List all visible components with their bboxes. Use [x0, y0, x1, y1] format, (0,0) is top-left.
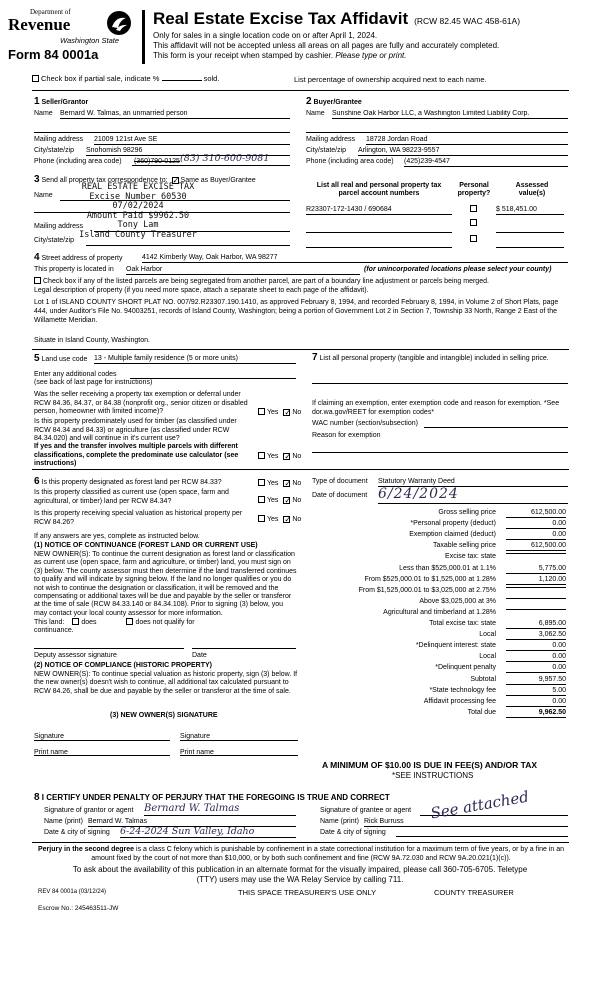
grantor-sig-row — [44, 803, 296, 815]
s1-city-label: City/state/zip — [34, 147, 75, 154]
s6-q2-yes-checkbox[interactable] — [258, 496, 265, 503]
this-land-label: This land: — [34, 619, 65, 626]
assessed-h1: Assessed — [515, 182, 549, 189]
s4-situate: Situate in Island County, Washington. — [34, 337, 150, 344]
stamp-line: Island County Treasurer — [79, 229, 197, 240]
personal-h2: property? — [457, 190, 491, 198]
title-text: Real Estate Excise Tax Affidavit — [153, 9, 409, 28]
stamp-line: Tony Lam — [117, 220, 159, 230]
tax-row-label: *Personal property (deduct) — [410, 520, 496, 527]
s2-name-row — [306, 110, 568, 118]
s1-addr-field[interactable]: 21009 121st Ave SE — [94, 136, 290, 145]
s6-n2-text: NEW OWNER(S): To continue special valuation as historic property, sign (3) below. If the new owner(s) doesn't wish to continue, all additional tax calculated pursuant to RCW 84.26, shall be due and payable by the seller or transferor at the time of sale. — [34, 671, 298, 695]
assessed-value-field[interactable] — [496, 240, 564, 248]
yes-label: Yes — [267, 453, 279, 460]
rev-number: REV 84 0001a (03/12/24) — [38, 889, 107, 895]
s6-q1-yes-checkbox[interactable] — [258, 479, 265, 486]
personal-property-line[interactable] — [312, 383, 568, 384]
print-label: Print name — [180, 749, 214, 756]
agency-line1: Department of — [30, 8, 71, 16]
dor-logo — [8, 8, 136, 60]
s5-q2-bold: If yes and the transfer involves multiple parcels with different classifications, complete the predominate use calculator (see instructions) — [34, 443, 239, 467]
tax-row-value[interactable]: 0.00 — [506, 664, 566, 673]
s1-phone-row — [34, 153, 290, 166]
tax-row-value[interactable]: 6,895.00 — [506, 620, 566, 629]
s6-n2-title: (2) NOTICE OF COMPLIANCE (HISTORIC PROPERTY) — [34, 662, 212, 669]
s5-q2-no-checkbox[interactable] — [283, 453, 290, 460]
s6-q1 — [34, 476, 254, 488]
s4-location-field[interactable]: Oak Harbor — [126, 266, 360, 275]
see-instructions: *SEE INSTRUCTIONS — [392, 771, 474, 780]
stamp-line: Excise Number 60530 — [89, 191, 187, 202]
partial-sale-row — [32, 74, 219, 83]
grantor-date-row — [44, 826, 296, 837]
doc-type-field[interactable]: Statutory Warranty Deed — [378, 478, 568, 487]
s2-phone-field[interactable]: (425)239-4547 — [404, 158, 568, 167]
tax-row-value[interactable]: 9,962.50 — [506, 709, 566, 718]
s6-q2: Is this property classified as current use (open space, farm and agricultural, or timber) land per RCW 84.34? — [34, 489, 229, 505]
s7-wac-row — [312, 420, 568, 428]
header-note3 — [153, 51, 406, 61]
s3-name-label: Name — [34, 192, 53, 199]
personal-checkbox[interactable] — [470, 219, 477, 226]
tax-row-value[interactable]: 9,957.50 — [506, 676, 566, 685]
s1-blank-line — [34, 132, 290, 133]
escrow-number: Escrow No.: 245463511-JW — [38, 905, 119, 912]
s7-num: 7 — [312, 352, 318, 363]
s8-num: 8 — [34, 792, 40, 803]
s2-num: 2 — [306, 96, 312, 107]
tax-row-label: *State technology fee — [429, 687, 496, 694]
s2-city-label: City/state/zip — [306, 147, 347, 154]
s6-n1-text: NEW OWNER(S): To continue the current designation as forest land or classification as current use (open space, farm and agriculture, or timber) land, you must sign on (3) below. The county assessor must then determine if the land transferred continues to qualify and will indicate by signing below. If the land no longer qualifies or you do not wish to continue the designation or classification, it will be removed and the compensating or additional taxes will be due and payable by the seller or transferor at the time of sale (RCW 84.33.140 or 84.34.108). Prior to signing (3) below, you may contact your local county assessor for more information. — [34, 551, 297, 617]
assessed-h2: value(s) — [518, 190, 546, 198]
s6-n3-title: (3) NEW OWNER(S) SIGNATURE — [110, 712, 218, 719]
s4-loc-note: (for unincorporated locations please select your county) — [364, 266, 552, 273]
s6-q2-answers — [258, 496, 301, 505]
s5-addl-label: Enter any additional codes — [34, 371, 117, 378]
header-note1: Only for sales in a single location code on or after April 1, 2024. — [153, 31, 378, 40]
parcel-list-header — [306, 182, 452, 199]
partial-sold: sold. — [203, 74, 220, 83]
tax-row-value[interactable] — [506, 609, 566, 610]
s7-exempt-label: If claiming an exemption, enter exemption code and reason for exemption. *See dor.wa.gov/REET for exemption codes* — [312, 400, 560, 416]
s6-continuance: continuance. — [34, 627, 74, 634]
sig-label: Signature — [34, 733, 64, 740]
tax-row-value[interactable]: 0.00 — [506, 653, 566, 662]
partial-label: Check box if partial sale, indicate % — [41, 74, 160, 83]
header-note3b: Please type or print. — [335, 51, 407, 60]
s2-title: Buyer/Grantee — [313, 99, 362, 106]
treasurer-stamp — [78, 183, 198, 240]
s1-name-label: Name — [34, 110, 53, 117]
grantee-date-label: Date & city of signing — [320, 829, 386, 836]
partial-sale-checkbox[interactable] — [32, 75, 39, 82]
s6-q1-no-checkbox[interactable] — [283, 480, 290, 487]
does-not-checkbox[interactable] — [126, 618, 133, 625]
s1-num: 1 — [34, 96, 40, 107]
tax-row-label: Subtotal — [470, 676, 496, 683]
s1-city-field[interactable]: Snohomish 98296 — [86, 147, 290, 156]
s5-land-row — [34, 353, 296, 365]
s1-phone-struck: (360)790-0125 — [134, 158, 180, 165]
s5-q2: Is this property predominately used for timber (as classified under RCW 84.34 and 84.33) or agriculture (as classified under RCW 84.34.020) and will continue in it's current use? — [34, 418, 237, 442]
s1-addr-row — [34, 136, 290, 144]
grantor-name-field[interactable]: Bernard W. Talmas — [88, 818, 296, 827]
tax-row-label: Exemption claimed (deduct) — [409, 531, 496, 538]
exemption-reason-line[interactable] — [312, 452, 568, 453]
grantee-name-row — [320, 818, 568, 826]
tax-row-value[interactable]: 3,062.50 — [506, 631, 566, 640]
no-label: No — [292, 497, 302, 504]
doc-type-label: Type of document — [312, 478, 368, 485]
tax-row-label: Local — [479, 631, 496, 638]
section1-title — [34, 96, 88, 108]
tax-row-value[interactable]: 0.00 — [506, 642, 566, 651]
stamp-line: REAL ESTATE EXCISE TAX — [81, 182, 195, 192]
grantee-name-label: Name (print) — [320, 818, 359, 825]
s4-num: 4 — [34, 252, 40, 263]
assessed-value-field[interactable] — [496, 225, 564, 233]
land-use-field[interactable]: 13 - Multiple family residence (5 or more units) — [94, 355, 296, 364]
s5-q1-yes-checkbox[interactable] — [258, 408, 265, 415]
deputy-date-label: Date — [192, 652, 207, 659]
does-checkbox[interactable] — [72, 618, 79, 625]
tax-row-value[interactable] — [506, 587, 566, 588]
s4-check-row — [34, 277, 568, 286]
s3-label: Send all property tax correspondence to: — [41, 177, 168, 184]
rule — [32, 842, 569, 843]
s4-addr-label: Street address of property — [41, 255, 123, 262]
no-label: No — [292, 516, 302, 523]
s5-land-label: Land use code — [41, 356, 88, 363]
s5-q2-yes-checkbox[interactable] — [258, 452, 265, 459]
rule — [32, 469, 569, 470]
s3-name-row — [34, 192, 53, 200]
tax-row-label: Local — [479, 653, 496, 660]
grantee-see-attached: See attached — [429, 787, 531, 823]
sig-label: Signature — [180, 733, 210, 740]
tax-row-value[interactable]: 1,120.00 — [506, 576, 566, 585]
parcel-number-field[interactable] — [306, 225, 452, 233]
s6-q1-answers — [258, 479, 301, 488]
s6-num: 6 — [34, 476, 40, 487]
grantor-date-field[interactable]: 6-24-2024 Sun Valley, Idaho — [120, 826, 296, 838]
s6-q3-yes-checkbox[interactable] — [258, 515, 265, 522]
does-label: does — [81, 619, 97, 626]
yes-label: Yes — [267, 497, 279, 504]
yes-label: Yes — [267, 516, 279, 523]
s1-addr-label: Mailing address — [34, 136, 84, 143]
s6-n1-title: (1) NOTICE OF CONTINUANCE (FOREST LAND OR CURRENT USE) — [34, 542, 258, 549]
tax-row-value[interactable]: 612,500.00 — [506, 509, 566, 518]
s4-legal-text: Lot 1 of ISLAND COUNTY SHORT PLAT NO. 007/92.R23307.190.1410, as approved February 8, 1994, and recorded February 8, 1994, in Volume 2 of Short Plats, page 444, under Auditor's File No. 94003251, records of Island County, Washington; being a portion of Government Lot 2 in Section 7, Township 33 North, Range 2 East of the Willamette Meridian. — [34, 299, 559, 324]
tax-row-label: *Delinquent interest: state — [415, 642, 496, 649]
personal-h1: Personal — [459, 182, 489, 189]
s5-q1-answers — [258, 408, 301, 417]
tax-row-value[interactable]: 0.00 — [506, 531, 566, 540]
no-label: No — [292, 453, 302, 460]
header-note2: This affidavit will not be accepted unless all areas on all pages are fully and accurately completed. — [153, 41, 500, 50]
tax-row-label: Less than $525,000.01 at 1.1% — [399, 565, 496, 572]
minimum-due: A MINIMUM OF $10.00 IS DUE IN FEE(S) AND/OR TAX — [322, 760, 538, 770]
revenue-swirl-icon — [106, 10, 132, 36]
s7-wac-label: WAC number (section/subsection) — [312, 420, 418, 427]
grantee-date-field[interactable] — [396, 829, 568, 837]
s5-q2-answers — [258, 452, 301, 461]
parcel-h2: parcel account numbers — [338, 190, 420, 198]
s3-city-line[interactable] — [86, 245, 290, 246]
s4-check-label: Check box if any of the listed parcels are being segregated from another parcel, are part of a boundary line adjustment or parcels being merged. — [43, 278, 489, 285]
no-label: No — [292, 409, 302, 416]
tax-row-value[interactable] — [506, 553, 566, 554]
tax-row-value[interactable]: 5.00 — [506, 687, 566, 696]
tax-row-label: Excise tax: state — [445, 553, 496, 560]
s2-blank-line — [306, 132, 568, 133]
perjury-body: is a class C felony which is punishable by confinement in a state correctional institution for a maximum term of five years, or by a fine in an amount fixed by the court of not more than $10,000, or by both such confinement and fine (RCW 9A.72.030 and RCW 9A.20.021(1)(c)). — [91, 846, 565, 862]
s8-certify-text: I CERTIFY UNDER PENALTY OF PERJURY THAT THE FOREGOING IS TRUE AND CORRECT — [41, 793, 390, 802]
s6-any-yes: If any answers are yes, complete as instructed below. — [34, 533, 200, 540]
ownership-note: List percentage of ownership acquired next to each name. — [294, 75, 487, 84]
county-treasurer: COUNTY TREASURER — [434, 888, 514, 897]
rule — [32, 90, 569, 91]
form-number: Form 84 0001a — [8, 47, 99, 62]
perjury-text — [34, 845, 568, 863]
header-note3a: This form is your receipt when stamped by cashier. — [153, 51, 334, 60]
print-label: Print name — [34, 749, 68, 756]
tax-row-label: Above $3,025,000 at 3% — [419, 598, 496, 605]
tax-row-value[interactable]: 0.00 — [506, 698, 566, 707]
deputy-label: Deputy assessor signature — [34, 652, 117, 659]
s5-num: 5 — [34, 353, 40, 364]
s2-city-row — [306, 147, 568, 155]
parcel-number-field[interactable]: R23307-172-1430 / 690684 — [306, 206, 452, 215]
s5-addl-note: (see back of last page for instructions) — [34, 379, 153, 386]
personal-checkbox[interactable] — [470, 205, 477, 212]
grantor-name-label: Name (print) — [44, 818, 83, 825]
doc-date-label: Date of document — [312, 492, 368, 499]
s4-loc-label: This property is located in — [34, 266, 114, 273]
grantee-date-row — [320, 829, 568, 837]
tax-row-label: From $1,525,000.01 to $3,025,000 at 2.75% — [358, 587, 496, 594]
s3-addr-label: Mailing address — [34, 223, 84, 230]
tax-row-label: From $525,000.01 to $1,525,000 at 1.28% — [364, 576, 496, 583]
s4-legal-label: Legal description of property (if you need more space, attach a separate sheet to each page of the affidavit). — [34, 287, 369, 294]
stamp-line: Amount Paid $9962.50 — [86, 210, 190, 221]
s6-q1-text: Is this property designated as forest land per RCW 84.33? — [41, 479, 222, 486]
s2-name-field[interactable]: Sunshine Oak Harbor LLC, a Washington Limited Liability Corp. — [332, 110, 568, 119]
s3-same: Same as Buyer/Grantee — [180, 177, 256, 184]
grantee-sig-label: Signature of grantee or agent — [320, 807, 412, 814]
assessed-header — [500, 182, 564, 199]
rcw-text: (RCW 82.45 WAC 458-61A) — [414, 16, 521, 26]
s2-phone-row — [306, 158, 568, 166]
rule — [32, 349, 569, 350]
s7-text: List all personal property (tangible and intangible) included in selling price. — [319, 355, 549, 362]
perjury-bold: Perjury in the second degree — [37, 846, 135, 853]
s4-addr-row — [34, 252, 568, 264]
grantor-sig-label: Signature of grantor or agent — [44, 807, 134, 814]
doc-date-row — [312, 486, 568, 502]
s3-city-label: City/state/zip — [34, 237, 75, 244]
s7-reason-label: Reason for exemption — [312, 432, 381, 439]
wac-number-field[interactable] — [424, 420, 568, 428]
tax-row-label: Gross selling price — [438, 509, 496, 516]
tax-row-label: Total due — [467, 709, 496, 716]
s4-loc-row — [34, 266, 568, 274]
additional-codes-field[interactable] — [130, 371, 296, 379]
alt-format-text: To ask about the availability of this publication in an alternate format for the visually impaired, please call 360-705-6705. Teletype (TTY) users may use the WA Relay Service by calling 711. — [72, 865, 528, 884]
does-not-label: does not qualify for — [135, 619, 195, 626]
s1-phone-handwritten: (83) 310-600-9081 — [180, 153, 270, 164]
personal-header — [454, 182, 494, 199]
s1-phone-field[interactable] — [132, 155, 290, 166]
s1-name-field[interactable]: Bernard W. Talmas, an unmarried person — [60, 110, 290, 119]
s2-addr-label: Mailing address — [306, 136, 356, 143]
tax-row-value[interactable]: 5,775.00 — [506, 565, 566, 574]
s1-title: Seller/Grantor — [41, 99, 89, 106]
s4-addr-field[interactable]: 4142 Kimberly Way, Oak Harbor, WA 98277 — [142, 254, 568, 263]
s2-city-field[interactable]: Arlington, WA 98223-9557 — [358, 147, 568, 156]
segregated-checkbox[interactable] — [34, 277, 41, 284]
deputy-sig-line[interactable] — [34, 648, 184, 649]
agency-line3: Washington State — [60, 36, 120, 45]
yes-label: Yes — [267, 409, 279, 416]
assessed-value-field[interactable]: $ 518,451.00 — [496, 206, 564, 215]
no-label: No — [292, 480, 302, 487]
partial-percent-field[interactable] — [162, 80, 202, 81]
stamp-line: 07/02/2024 — [112, 201, 164, 211]
s3-num: 3 — [34, 174, 40, 185]
s2-name-label: Name — [306, 110, 325, 117]
s1-name-row — [34, 110, 290, 118]
parcel-h1: List all real and personal property tax — [316, 182, 442, 189]
form-title — [153, 9, 520, 29]
agency-line2: Revenue — [8, 15, 71, 34]
doc-date-field[interactable]: 6/24/2024 — [378, 486, 568, 504]
tax-row-value[interactable]: 0.00 — [506, 520, 566, 529]
tax-row-value[interactable]: 612,500.00 — [506, 542, 566, 551]
s6-q2-no-checkbox[interactable] — [283, 497, 290, 504]
tax-row-label: Taxable selling price — [432, 542, 496, 549]
s6-this-land — [34, 618, 195, 627]
s2-addr-row — [306, 136, 568, 144]
grantee-name-field[interactable]: Rick Burruss — [364, 818, 568, 827]
treasurer-only: THIS SPACE TREASURER'S USE ONLY — [238, 888, 377, 897]
s2-phone-label: Phone (including area code) — [306, 158, 394, 165]
s7-label — [312, 353, 568, 364]
grantor-date-label: Date & city of signing — [44, 829, 110, 836]
s5-q1-no-checkbox[interactable] — [283, 409, 290, 416]
s2-addr-field[interactable]: 18728 Jordan Road — [366, 136, 568, 145]
s5-q1: Was the seller receiving a property tax exemption or deferral under RCW 84.36, 84.37, or 84.38 (nonprofit org., senior citizen or disabled person, homeowner with limited income)? — [34, 391, 248, 415]
yes-label: Yes — [267, 480, 279, 487]
tax-row-label: Total excise tax: state — [429, 620, 496, 627]
parcel-number-field[interactable] — [306, 240, 452, 248]
grantor-signature[interactable]: Bernard W. Talmas — [144, 803, 296, 816]
s1-phone-label: Phone (including area code) — [34, 158, 122, 165]
tax-row-label: Agricultural and timberland at 1.28% — [383, 609, 496, 616]
personal-checkbox[interactable] — [470, 235, 477, 242]
section2-title — [306, 96, 362, 108]
s6-q3: Is this property receiving special valuation as historical property per RCW 84.26? — [34, 510, 243, 526]
header-divider — [142, 10, 145, 64]
tax-row-value[interactable] — [506, 598, 566, 599]
tax-row-label: Affidavit processing fee — [423, 698, 496, 705]
tax-row-label: *Delinquent penalty — [435, 664, 496, 671]
